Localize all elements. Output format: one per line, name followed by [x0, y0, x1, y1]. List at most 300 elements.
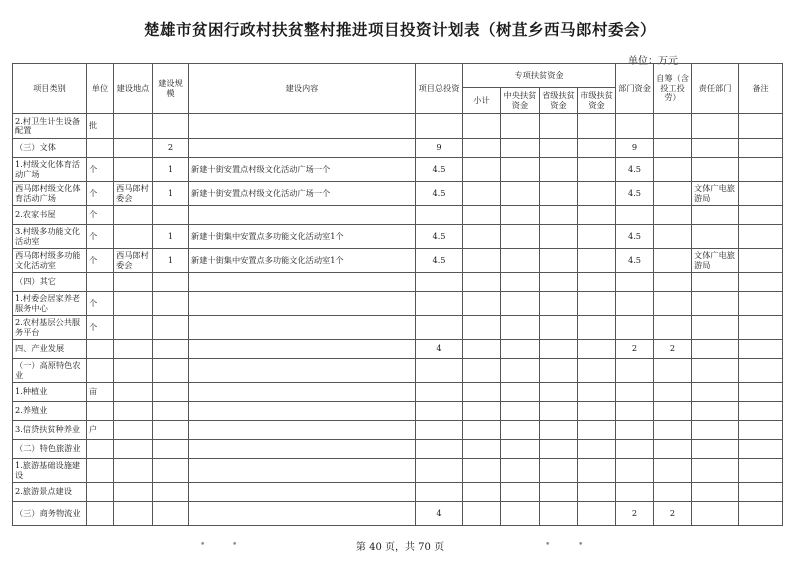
- cell-category: 西马郎村级多功能文化活动室: [13, 249, 87, 273]
- cell-location: 西马郎村委会: [114, 249, 153, 273]
- cell-location: [114, 483, 153, 502]
- cell-province: [540, 340, 578, 359]
- cell-location: [114, 383, 153, 402]
- cell-subtotal: [463, 182, 501, 206]
- header-province: 省级扶贫资金: [540, 88, 578, 114]
- cell-scale: [153, 459, 189, 483]
- cell-content: [189, 139, 416, 158]
- cell-remark: [739, 359, 783, 383]
- cell-city: [578, 182, 616, 206]
- cell-subtotal: [463, 402, 501, 421]
- cell-content: [189, 440, 416, 459]
- cell-central: [501, 440, 540, 459]
- cell-remark: [739, 340, 783, 359]
- cell-resp: [692, 139, 739, 158]
- cell-self: [654, 421, 692, 440]
- cell-unit: 户: [87, 421, 114, 440]
- header-resp: 责任部门: [692, 64, 739, 114]
- cell-resp: [692, 459, 739, 483]
- cell-city: [578, 440, 616, 459]
- cell-city: [578, 158, 616, 182]
- cell-province: [540, 249, 578, 273]
- cell-location: [114, 502, 153, 526]
- table-row: [13, 316, 783, 340]
- header-self: 自筹（含投工投劳）: [654, 64, 692, 114]
- cell-city: [578, 459, 616, 483]
- cell-resp: [692, 359, 739, 383]
- cell-total: [416, 383, 463, 402]
- cell-province: [540, 316, 578, 340]
- cell-subtotal: [463, 139, 501, 158]
- cell-dept: 4.5: [616, 225, 654, 249]
- cell-dept: 4.5: [616, 182, 654, 206]
- cell-location: 西马郎村委会: [114, 182, 153, 206]
- cell-scale: 1: [153, 182, 189, 206]
- cell-province: [540, 383, 578, 402]
- table-row: [13, 459, 783, 483]
- cell-self: [654, 139, 692, 158]
- cell-resp: 文体广电旅游局: [692, 249, 739, 273]
- unit-label: 单位：万元: [628, 56, 678, 67]
- cell-remark: [739, 206, 783, 225]
- cell-content: 新建十街集中安置点多功能文化活动室1个: [189, 249, 416, 273]
- cell-unit: 个: [87, 206, 114, 225]
- scan-mark: •: [545, 540, 551, 550]
- cell-resp: [692, 340, 739, 359]
- cell-province: [540, 502, 578, 526]
- cell-dept: [616, 402, 654, 421]
- cell-self: [654, 402, 692, 421]
- table-row: [13, 359, 783, 383]
- cell-remark: [739, 483, 783, 502]
- table-row: [13, 182, 783, 206]
- cell-scale: 1: [153, 158, 189, 182]
- cell-subtotal: [463, 158, 501, 182]
- cell-province: [540, 182, 578, 206]
- cell-unit: [87, 502, 114, 526]
- table-row: [13, 273, 783, 292]
- cell-unit: [87, 459, 114, 483]
- cell-category: 1.村委会居家养老服务中心: [13, 292, 87, 316]
- table-row: [13, 440, 783, 459]
- cell-unit: [87, 139, 114, 158]
- cell-remark: [739, 249, 783, 273]
- cell-total: 4.5: [416, 182, 463, 206]
- cell-resp: [692, 273, 739, 292]
- header-city: 市级扶贫资金: [578, 88, 616, 114]
- cell-resp: [692, 483, 739, 502]
- cell-dept: [616, 114, 654, 139]
- header-scale: 建设规模: [153, 64, 189, 114]
- cell-unit: 个: [87, 316, 114, 340]
- cell-self: [654, 483, 692, 502]
- cell-category: （四）其它: [13, 273, 87, 292]
- cell-self: [654, 459, 692, 483]
- cell-scale: [153, 502, 189, 526]
- cell-content: [189, 483, 416, 502]
- page-footer: 第 40 页，共 70 页: [355, 542, 445, 553]
- cell-subtotal: [463, 421, 501, 440]
- cell-city: [578, 502, 616, 526]
- cell-content: [189, 206, 416, 225]
- cell-category: 3.村级多功能文化活动室: [13, 225, 87, 249]
- cell-total: [416, 114, 463, 139]
- cell-scale: [153, 402, 189, 421]
- cell-location: [114, 114, 153, 139]
- cell-dept: [616, 383, 654, 402]
- cell-self: [654, 182, 692, 206]
- cell-remark: [739, 182, 783, 206]
- cell-location: [114, 421, 153, 440]
- table-row: [13, 421, 783, 440]
- cell-unit: [87, 340, 114, 359]
- table-row: [13, 402, 783, 421]
- cell-subtotal: [463, 383, 501, 402]
- cell-province: [540, 158, 578, 182]
- cell-location: [114, 273, 153, 292]
- cell-resp: [692, 421, 739, 440]
- cell-subtotal: [463, 316, 501, 340]
- cell-location: [114, 459, 153, 483]
- cell-total: [416, 402, 463, 421]
- table-row: [13, 483, 783, 502]
- cell-resp: [692, 402, 739, 421]
- cell-city: [578, 359, 616, 383]
- cell-scale: 2: [153, 139, 189, 158]
- cell-content: [189, 292, 416, 316]
- cell-content: 新建十街安置点村级文化活动广场一个: [189, 158, 416, 182]
- cell-city: [578, 383, 616, 402]
- cell-resp: [692, 206, 739, 225]
- cell-self: [654, 206, 692, 225]
- cell-remark: [739, 139, 783, 158]
- cell-resp: [692, 440, 739, 459]
- cell-location: [114, 139, 153, 158]
- cell-resp: [692, 158, 739, 182]
- cell-subtotal: [463, 206, 501, 225]
- cell-central: [501, 292, 540, 316]
- cell-central: [501, 359, 540, 383]
- cell-unit: [87, 402, 114, 421]
- table-row: [13, 292, 783, 316]
- cell-province: [540, 114, 578, 139]
- cell-remark: [739, 292, 783, 316]
- scan-mark: •: [232, 540, 238, 550]
- header-location: 建设地点: [114, 64, 153, 114]
- cell-content: [189, 383, 416, 402]
- cell-dept: [616, 273, 654, 292]
- cell-dept: [616, 483, 654, 502]
- cell-province: [540, 359, 578, 383]
- cell-category: 2.养殖业: [13, 402, 87, 421]
- cell-content: [189, 502, 416, 526]
- cell-total: 4: [416, 502, 463, 526]
- cell-content: 新建十街集中安置点多功能文化活动室1个: [189, 225, 416, 249]
- cell-category: 1.种植业: [13, 383, 87, 402]
- table-row: [13, 158, 783, 182]
- header-content: 建设内容: [189, 64, 416, 114]
- cell-category: 1.村级文化体育活动广场: [13, 158, 87, 182]
- cell-central: [501, 383, 540, 402]
- cell-total: [416, 483, 463, 502]
- cell-central: [501, 483, 540, 502]
- cell-city: [578, 225, 616, 249]
- cell-province: [540, 206, 578, 225]
- cell-central: [501, 421, 540, 440]
- cell-remark: [739, 459, 783, 483]
- cell-city: [578, 316, 616, 340]
- cell-location: [114, 292, 153, 316]
- cell-category: （一）高原特色农业: [13, 359, 87, 383]
- scan-mark: •: [578, 540, 584, 550]
- cell-scale: [153, 292, 189, 316]
- cell-location: [114, 402, 153, 421]
- table-body: [13, 114, 783, 526]
- cell-subtotal: [463, 459, 501, 483]
- cell-dept: [616, 440, 654, 459]
- cell-scale: [153, 316, 189, 340]
- cell-total: [416, 459, 463, 483]
- cell-province: [540, 483, 578, 502]
- cell-self: [654, 440, 692, 459]
- header-remark: 备注: [739, 64, 783, 114]
- cell-central: [501, 502, 540, 526]
- cell-scale: [153, 273, 189, 292]
- cell-city: [578, 340, 616, 359]
- table-row: [13, 383, 783, 402]
- cell-city: [578, 273, 616, 292]
- cell-category: 2.村卫生计生设备配置: [13, 114, 87, 139]
- cell-unit: 亩: [87, 383, 114, 402]
- cell-content: [189, 340, 416, 359]
- cell-category: 1.旅游基础设施建设: [13, 459, 87, 483]
- cell-dept: 2: [616, 340, 654, 359]
- cell-city: [578, 249, 616, 273]
- cell-resp: 文体广电旅游局: [692, 182, 739, 206]
- cell-unit: [87, 273, 114, 292]
- cell-province: [540, 225, 578, 249]
- cell-city: [578, 114, 616, 139]
- cell-content: [189, 402, 416, 421]
- cell-unit: 个: [87, 292, 114, 316]
- cell-resp: [692, 114, 739, 139]
- cell-self: [654, 225, 692, 249]
- cell-content: 新建十街安置点村级文化活动广场一个: [189, 182, 416, 206]
- cell-total: 9: [416, 139, 463, 158]
- cell-unit: 个: [87, 225, 114, 249]
- cell-city: [578, 483, 616, 502]
- cell-category: （二）特色旅游业: [13, 440, 87, 459]
- cell-content: [189, 459, 416, 483]
- cell-total: 4.5: [416, 225, 463, 249]
- cell-unit: [87, 440, 114, 459]
- cell-content: [189, 316, 416, 340]
- cell-self: 2: [654, 502, 692, 526]
- table-row: [13, 206, 783, 225]
- cell-unit: 个: [87, 249, 114, 273]
- cell-location: [114, 316, 153, 340]
- cell-scale: [153, 383, 189, 402]
- cell-unit: 个: [87, 158, 114, 182]
- cell-dept: 4.5: [616, 249, 654, 273]
- table-row: [13, 502, 783, 526]
- cell-city: [578, 292, 616, 316]
- cell-remark: [739, 440, 783, 459]
- header-unit: 单位: [87, 64, 114, 114]
- cell-location: [114, 206, 153, 225]
- cell-resp: [692, 502, 739, 526]
- cell-category: 2.农家书屋: [13, 206, 87, 225]
- cell-subtotal: [463, 502, 501, 526]
- header-total: 项目总投资: [416, 64, 463, 114]
- cell-self: [654, 158, 692, 182]
- cell-central: [501, 114, 540, 139]
- cell-central: [501, 249, 540, 273]
- cell-total: [416, 206, 463, 225]
- table-row: [13, 249, 783, 273]
- cell-total: [416, 359, 463, 383]
- cell-total: [416, 440, 463, 459]
- cell-province: [540, 139, 578, 158]
- cell-remark: [739, 402, 783, 421]
- cell-self: [654, 273, 692, 292]
- investment-table: [12, 63, 783, 526]
- header-special-fund: 专项扶贫资金: [463, 64, 616, 88]
- table-row: [13, 114, 783, 139]
- cell-category: 2.农村基层公共服务平台: [13, 316, 87, 340]
- cell-province: [540, 421, 578, 440]
- cell-remark: [739, 383, 783, 402]
- cell-scale: [153, 340, 189, 359]
- cell-scale: [153, 359, 189, 383]
- cell-dept: [616, 292, 654, 316]
- cell-location: [114, 340, 153, 359]
- header-central: 中央扶贫资金: [501, 88, 540, 114]
- cell-central: [501, 158, 540, 182]
- table-row: [13, 139, 783, 158]
- cell-category: （三）文体: [13, 139, 87, 158]
- cell-location: [114, 158, 153, 182]
- cell-scale: [153, 440, 189, 459]
- cell-self: [654, 316, 692, 340]
- cell-central: [501, 316, 540, 340]
- cell-province: [540, 292, 578, 316]
- cell-dept: 9: [616, 139, 654, 158]
- cell-total: 4.5: [416, 158, 463, 182]
- cell-central: [501, 459, 540, 483]
- cell-content: [189, 359, 416, 383]
- cell-content: [189, 421, 416, 440]
- cell-total: [416, 292, 463, 316]
- cell-subtotal: [463, 483, 501, 502]
- cell-resp: [692, 225, 739, 249]
- page-title: 楚雄市贫困行政村扶贫整村推进项目投资计划表（树苴乡西马郎村委会）: [143, 20, 656, 39]
- cell-category: （三）商务物流业: [13, 502, 87, 526]
- cell-central: [501, 139, 540, 158]
- cell-city: [578, 139, 616, 158]
- cell-total: 4: [416, 340, 463, 359]
- table-row: [13, 225, 783, 249]
- cell-dept: 2: [616, 502, 654, 526]
- cell-remark: [739, 502, 783, 526]
- cell-remark: [739, 114, 783, 139]
- cell-dept: [616, 359, 654, 383]
- cell-dept: [616, 421, 654, 440]
- cell-city: [578, 206, 616, 225]
- cell-subtotal: [463, 359, 501, 383]
- cell-subtotal: [463, 249, 501, 273]
- cell-province: [540, 440, 578, 459]
- cell-subtotal: [463, 292, 501, 316]
- cell-scale: 1: [153, 249, 189, 273]
- cell-remark: [739, 158, 783, 182]
- cell-province: [540, 402, 578, 421]
- cell-central: [501, 340, 540, 359]
- cell-unit: 批: [87, 114, 114, 139]
- cell-subtotal: [463, 340, 501, 359]
- cell-total: [416, 273, 463, 292]
- cell-location: [114, 359, 153, 383]
- cell-central: [501, 225, 540, 249]
- cell-resp: [692, 316, 739, 340]
- cell-remark: [739, 273, 783, 292]
- cell-province: [540, 459, 578, 483]
- cell-scale: 1: [153, 225, 189, 249]
- cell-scale: [153, 483, 189, 502]
- cell-central: [501, 402, 540, 421]
- cell-total: 4.5: [416, 249, 463, 273]
- cell-location: [114, 225, 153, 249]
- cell-self: 2: [654, 340, 692, 359]
- cell-dept: [616, 459, 654, 483]
- cell-dept: 4.5: [616, 158, 654, 182]
- header-subtotal: 小计: [463, 88, 501, 114]
- cell-content: [189, 114, 416, 139]
- cell-remark: [739, 225, 783, 249]
- cell-central: [501, 273, 540, 292]
- cell-resp: [692, 383, 739, 402]
- cell-scale: [153, 206, 189, 225]
- cell-subtotal: [463, 273, 501, 292]
- cell-unit: [87, 359, 114, 383]
- cell-unit: [87, 483, 114, 502]
- cell-category: 四、产业发展: [13, 340, 87, 359]
- cell-scale: [153, 421, 189, 440]
- cell-remark: [739, 316, 783, 340]
- cell-subtotal: [463, 225, 501, 249]
- cell-resp: [692, 292, 739, 316]
- cell-province: [540, 273, 578, 292]
- cell-content: [189, 273, 416, 292]
- cell-subtotal: [463, 114, 501, 139]
- cell-dept: [616, 316, 654, 340]
- cell-unit: 个: [87, 182, 114, 206]
- cell-total: [416, 316, 463, 340]
- table-row: [13, 340, 783, 359]
- cell-city: [578, 402, 616, 421]
- cell-city: [578, 421, 616, 440]
- cell-central: [501, 206, 540, 225]
- cell-self: [654, 249, 692, 273]
- cell-scale: [153, 114, 189, 139]
- cell-self: [654, 292, 692, 316]
- header-category: 项目类别: [13, 64, 87, 114]
- cell-self: [654, 383, 692, 402]
- header-dept: 部门资金: [616, 64, 654, 114]
- scan-mark: •: [200, 540, 206, 550]
- cell-category: 3.信贷扶贫种养业: [13, 421, 87, 440]
- cell-subtotal: [463, 440, 501, 459]
